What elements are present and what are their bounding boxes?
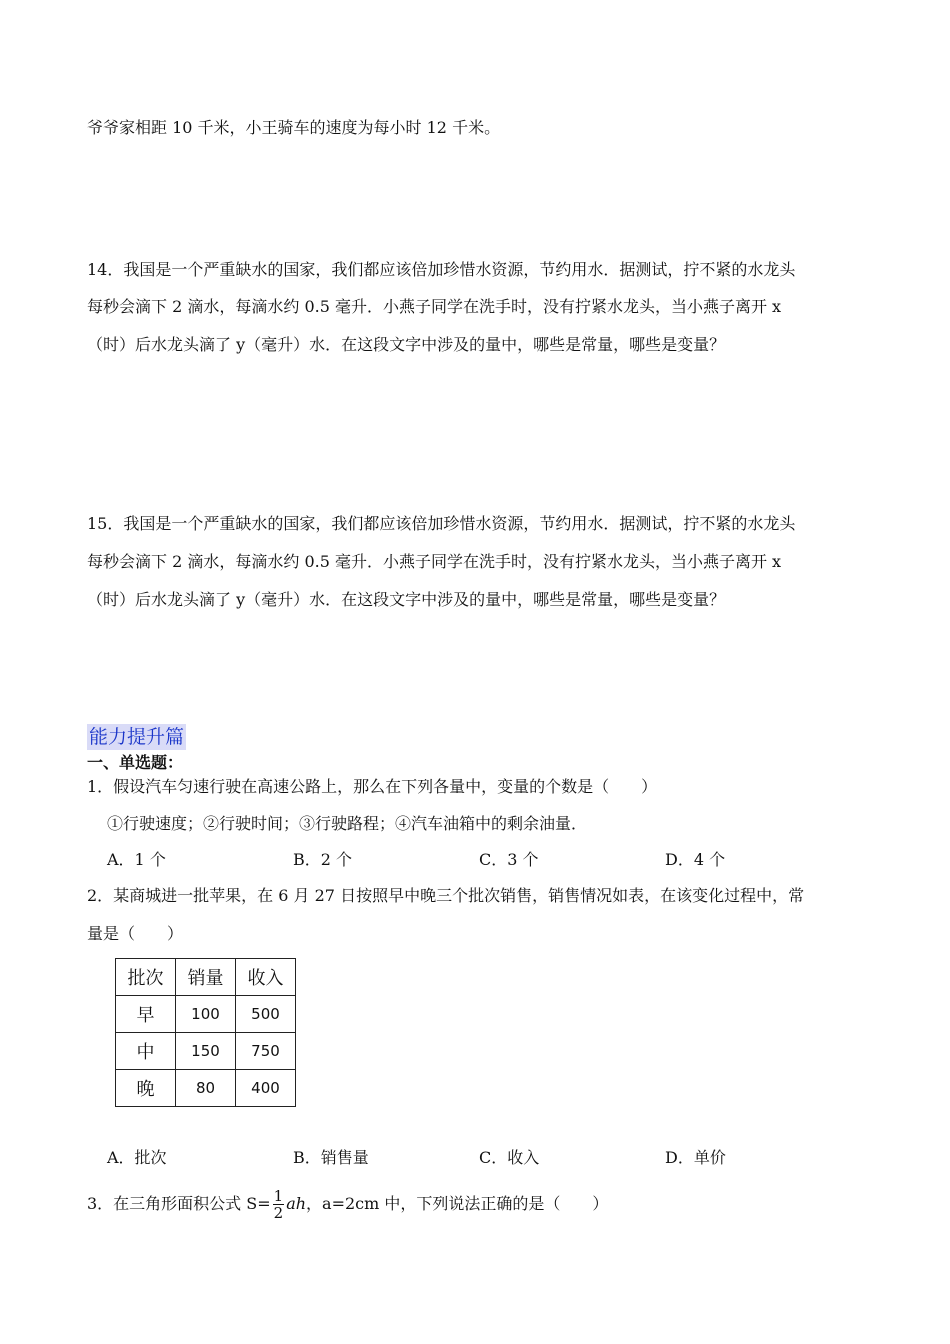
mq1-items: ①行驶速度；②行驶时间；③行驶路程；④汽车油箱中的剩余油量． — [107, 814, 588, 833]
subheading: 一、单选题： — [87, 753, 184, 772]
q15-line-1: 15．我国是一个严重缺水的国家，我们都应该倍加珍惜水资源，节约用水．据测试，拧不紧的水龙头 — [87, 514, 796, 533]
mq3-suffix: ，a=2cm 中，下列说法正确的是（ ） — [306, 1194, 609, 1213]
fraction-denominator: 2 — [273, 1204, 284, 1222]
table-cell: 100 — [176, 996, 236, 1033]
mq1-stem: 1．假设汽车匀速行驶在高速公路上，那么在下列各量中，变量的个数是（ ） — [87, 777, 658, 796]
mq1-option-c[interactable]: C．3 个 — [479, 850, 539, 869]
q14-line-3: （时）后水龙头滴了 y（毫升）水．在这段文字中涉及的量中，哪些是常量，哪些是变量？ — [87, 335, 726, 354]
table-header-cell: 收入 — [236, 959, 296, 996]
formula-variable: ah — [286, 1194, 307, 1213]
mq1-option-a[interactable]: A．1 个 — [107, 850, 166, 869]
table-cell: 750 — [236, 1033, 296, 1070]
mq2-option-b[interactable]: B．销售量 — [293, 1148, 369, 1167]
intro-line: 爷爷家相距 10 千米，小王骑车的速度为每小时 12 千米。 — [87, 118, 501, 137]
mq1-option-b[interactable]: B．2 个 — [293, 850, 353, 869]
mq3-prefix: 3．在三角形面积公式 S= — [87, 1194, 271, 1213]
section-title: 能力提升篇 — [89, 726, 185, 748]
table-cell: 150 — [176, 1033, 236, 1070]
mq2-option-a[interactable]: A．批次 — [107, 1148, 167, 1167]
mq2-option-d[interactable]: D．单价 — [665, 1148, 726, 1167]
mq2-stem-line-2: 量是（ ） — [87, 924, 184, 943]
table-cell: 80 — [176, 1070, 236, 1107]
mq1-option-d[interactable]: D．4 个 — [665, 850, 726, 869]
table-row — [116, 1070, 296, 1107]
table-cell: 400 — [236, 1070, 296, 1107]
table-row — [116, 996, 296, 1033]
mq2-option-c[interactable]: C．收入 — [479, 1148, 540, 1167]
table-cell: 晚 — [116, 1070, 176, 1107]
table-cell: 500 — [236, 996, 296, 1033]
half-fraction — [273, 1188, 285, 1221]
q15-line-3: （时）后水龙头滴了 y（毫升）水．在这段文字中涉及的量中，哪些是常量，哪些是变量？ — [87, 590, 726, 609]
mq2-stem-line-1: 2．某商城进一批苹果，在 6 月 27 日按照早中晚三个批次销售，销售情况如表，在该变化过程中，常 — [87, 886, 805, 905]
table-header-row — [116, 959, 296, 996]
table-cell: 中 — [116, 1033, 176, 1070]
q15-line-2: 每秒会滴下 2 滴水，每滴水约 0.5 毫升．小燕子同学在洗手时，没有拧紧水龙头，当小燕子离开 x — [87, 552, 782, 571]
q14-line-1: 14．我国是一个严重缺水的国家，我们都应该倍加珍惜水资源，节约用水．据测试，拧不紧的水龙头 — [87, 260, 796, 279]
mq3-stem — [87, 1184, 608, 1224]
sales-table — [115, 958, 296, 1107]
table-header-cell: 批次 — [116, 959, 176, 996]
table-header-cell: 销量 — [176, 959, 236, 996]
q14-line-2: 每秒会滴下 2 滴水，每滴水约 0.5 毫升．小燕子同学在洗手时，没有拧紧水龙头，当小燕子离开 x — [87, 297, 782, 316]
fraction-numerator: 1 — [273, 1187, 284, 1205]
table-row — [116, 1033, 296, 1070]
table-cell: 早 — [116, 996, 176, 1033]
